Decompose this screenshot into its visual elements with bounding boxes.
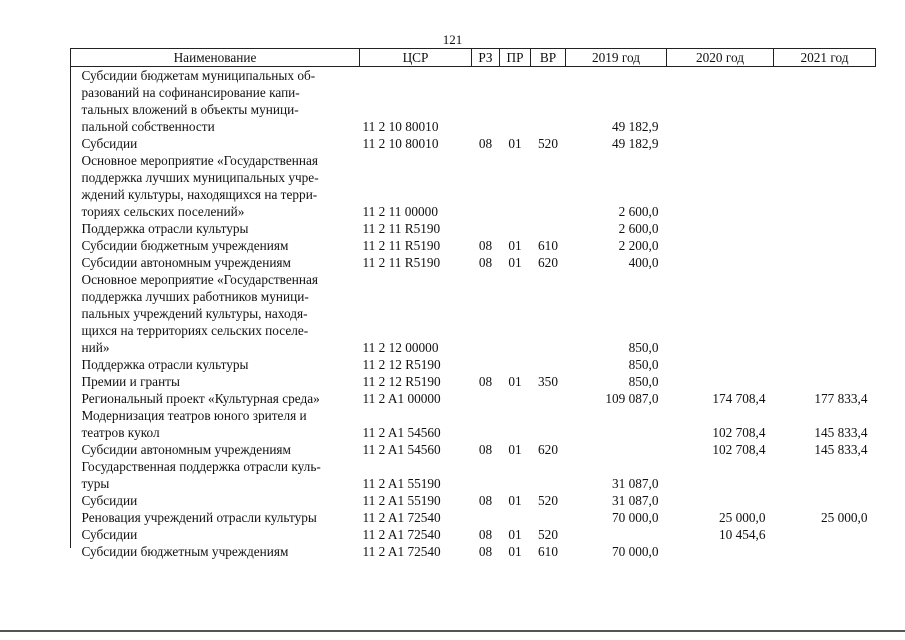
row-vr [531, 356, 566, 373]
row-value-2020 [667, 373, 774, 390]
row-value-2019: 109 087,0 [605, 391, 659, 406]
row-vr [531, 509, 566, 526]
row-rz: 08 [478, 238, 493, 253]
row-value-2020 [667, 135, 774, 152]
row-rz: 08 [478, 442, 493, 457]
table-row [71, 390, 876, 407]
header-2020: 2020 год [667, 49, 774, 67]
row-pr: 01 [508, 255, 522, 270]
row-value-2019: 31 087,0 [611, 493, 659, 508]
row-csr: 11 2 10 80010 [362, 136, 439, 151]
row-csr: 11 2 A1 55190 [362, 493, 441, 508]
row-name: Государственная поддержка отрасли куль- туры [81, 459, 321, 491]
row-pr: 01 [508, 238, 522, 253]
table-row [71, 492, 876, 509]
row-value-2019: 31 087,0 [611, 476, 659, 491]
row-vr [531, 407, 566, 441]
row-name: Субсидии [81, 136, 138, 151]
row-value-2021 [774, 458, 876, 492]
row-rz [472, 67, 500, 136]
header-rz: РЗ [472, 49, 500, 67]
table-row [71, 152, 876, 220]
table-row [71, 356, 876, 373]
table-row [71, 237, 876, 254]
header-2019: 2019 год [566, 49, 667, 67]
row-value-2020 [667, 492, 774, 509]
table-body [71, 67, 876, 561]
row-name: Основное мероприятие «Государственная поддержка лучших работников муници- пальных учреждений культуры, находя- щихся на территориях сельских поселе- ний» [81, 272, 319, 355]
row-csr: 11 2 12 00000 [362, 340, 439, 355]
row-value-2019: 70 000,0 [611, 544, 659, 559]
row-vr [531, 67, 566, 136]
row-value-2020: 10 454,6 [718, 527, 766, 542]
row-pr [500, 67, 531, 136]
table-row [71, 458, 876, 492]
row-value-2020: 102 708,4 [712, 442, 766, 457]
row-csr: 11 2 10 80010 [362, 119, 439, 134]
row-name: Реновация учреждений отрасли культуры [81, 510, 317, 525]
row-value-2019: 70 000,0 [611, 510, 659, 525]
table-row [71, 254, 876, 271]
row-rz [472, 390, 500, 407]
row-value-2020: 174 708,4 [712, 391, 766, 406]
row-value-2021: 25 000,0 [820, 510, 868, 525]
row-pr [500, 220, 531, 237]
row-value-2021 [774, 373, 876, 390]
row-pr: 01 [508, 374, 522, 389]
row-value-2021 [774, 135, 876, 152]
row-rz: 08 [478, 544, 493, 559]
row-pr [500, 509, 531, 526]
row-value-2021 [774, 543, 876, 560]
row-rz [472, 220, 500, 237]
header-2021: 2021 год [774, 49, 876, 67]
row-value-2020: 102 708,4 [712, 425, 766, 440]
row-csr: 11 2 11 R5190 [362, 221, 441, 236]
row-pr [500, 458, 531, 492]
row-csr: 11 2 A1 54560 [362, 425, 441, 440]
row-pr [500, 390, 531, 407]
table-row [71, 526, 876, 543]
scan-bottom-edge [0, 630, 905, 632]
row-value-2021 [774, 526, 876, 543]
row-vr [531, 152, 566, 220]
row-name: Субсидии бюджетам муниципальных об- разований на софинансирование капи- тальных вложений в объекты муници- пальной собственности [81, 68, 316, 134]
row-vr: 520 [538, 527, 558, 542]
table-row [71, 271, 876, 356]
table-row [71, 220, 876, 237]
row-csr: 11 2 A1 72540 [362, 510, 441, 525]
row-value-2021 [774, 152, 876, 220]
row-value-2019: 400,0 [628, 255, 659, 270]
row-rz [472, 509, 500, 526]
row-value-2021 [774, 254, 876, 271]
page-number: 121 [442, 32, 463, 47]
row-pr: 01 [508, 493, 522, 508]
row-name: Модернизация театров юного зрителя и театров кукол [81, 408, 307, 440]
row-value-2021 [774, 356, 876, 373]
row-name: Премии и гранты [81, 374, 180, 389]
row-csr: 11 2 11 00000 [362, 204, 438, 219]
row-rz [472, 356, 500, 373]
row-value-2019 [566, 441, 667, 458]
row-csr: 11 2 12 R5190 [362, 374, 441, 389]
row-value-2021 [774, 271, 876, 356]
row-rz [472, 271, 500, 356]
row-csr: 11 2 11 R5190 [362, 238, 441, 253]
row-value-2019: 49 182,9 [611, 119, 659, 134]
row-vr: 610 [538, 238, 558, 253]
row-value-2020 [667, 543, 774, 560]
row-value-2019: 2 600,0 [618, 221, 659, 236]
row-pr: 01 [508, 442, 522, 457]
row-value-2021 [774, 67, 876, 136]
row-rz [472, 152, 500, 220]
table-header-row [71, 49, 876, 67]
row-name: Субсидии бюджетным учреждениям [81, 238, 289, 253]
row-csr: 11 2 A1 55190 [362, 476, 441, 491]
row-name: Поддержка отрасли культуры [81, 221, 249, 236]
row-value-2021: 177 833,4 [814, 391, 868, 406]
table-row [71, 67, 876, 136]
row-rz: 08 [478, 374, 493, 389]
row-vr [531, 390, 566, 407]
row-name: Субсидии автономным учреждениям [81, 442, 291, 457]
row-value-2020 [667, 356, 774, 373]
row-name: Основное мероприятие «Государственная поддержка лучших муниципальных учре- ждений культуры, находящихся на терри- ториях сельских поселений» [81, 153, 319, 219]
row-value-2019 [566, 526, 667, 543]
budget-table [70, 48, 876, 560]
row-value-2020: 25 000,0 [718, 510, 766, 525]
row-value-2019: 2 600,0 [618, 204, 659, 219]
table-row [71, 373, 876, 390]
row-csr: 11 2 12 R5190 [362, 357, 441, 372]
row-value-2019: 850,0 [628, 340, 659, 355]
header-csr: ЦСР [360, 49, 472, 67]
row-pr: 01 [508, 527, 522, 542]
row-value-2020 [667, 220, 774, 237]
row-vr: 620 [538, 442, 558, 457]
row-value-2020 [667, 271, 774, 356]
row-pr [500, 407, 531, 441]
row-vr [531, 271, 566, 356]
row-rz [472, 407, 500, 441]
row-csr: 11 2 A1 72540 [362, 544, 441, 559]
table-row [71, 135, 876, 152]
row-name: Субсидии [81, 527, 138, 542]
row-name: Субсидии бюджетным учреждениям [81, 544, 289, 559]
row-vr: 350 [538, 374, 558, 389]
row-value-2021 [774, 237, 876, 254]
row-value-2019: 2 200,0 [618, 238, 659, 253]
row-value-2020 [667, 237, 774, 254]
table-row [71, 509, 876, 526]
row-vr: 610 [538, 544, 558, 559]
table-row [71, 441, 876, 458]
row-value-2021 [774, 220, 876, 237]
row-name: Субсидии автономным учреждениям [81, 255, 291, 270]
row-vr: 520 [538, 136, 558, 151]
row-name: Региональный проект «Культурная среда» [81, 391, 320, 406]
row-pr: 01 [508, 136, 522, 151]
row-value-2020 [667, 458, 774, 492]
row-value-2019 [566, 407, 667, 441]
row-vr [531, 458, 566, 492]
row-name: Субсидии [81, 493, 138, 508]
row-name: Поддержка отрасли культуры [81, 357, 249, 372]
header-pr: ПР [500, 49, 531, 67]
row-value-2019: 49 182,9 [611, 136, 659, 151]
row-value-2020 [667, 152, 774, 220]
row-value-2021: 145 833,4 [814, 442, 868, 457]
row-vr [531, 220, 566, 237]
table-row [71, 543, 876, 560]
row-csr: 11 2 A1 54560 [362, 442, 441, 457]
row-csr: 11 2 A1 00000 [362, 391, 441, 406]
header-name: Наименование [71, 49, 360, 67]
row-value-2019: 850,0 [628, 374, 659, 389]
row-value-2020 [667, 254, 774, 271]
row-rz: 08 [478, 493, 493, 508]
table-row [71, 407, 876, 441]
row-vr: 520 [538, 493, 558, 508]
row-rz [472, 458, 500, 492]
row-rz: 08 [478, 255, 493, 270]
row-rz: 08 [478, 527, 493, 542]
row-csr: 11 2 A1 72540 [362, 527, 441, 542]
row-pr [500, 152, 531, 220]
row-value-2021 [774, 492, 876, 509]
row-value-2019: 850,0 [628, 357, 659, 372]
row-csr: 11 2 11 R5190 [362, 255, 441, 270]
row-pr [500, 271, 531, 356]
row-pr [500, 356, 531, 373]
row-pr: 01 [508, 544, 522, 559]
row-vr: 620 [538, 255, 558, 270]
row-value-2020 [667, 67, 774, 136]
row-rz: 08 [478, 136, 493, 151]
header-vr: ВР [531, 49, 566, 67]
row-value-2021: 145 833,4 [814, 425, 868, 440]
